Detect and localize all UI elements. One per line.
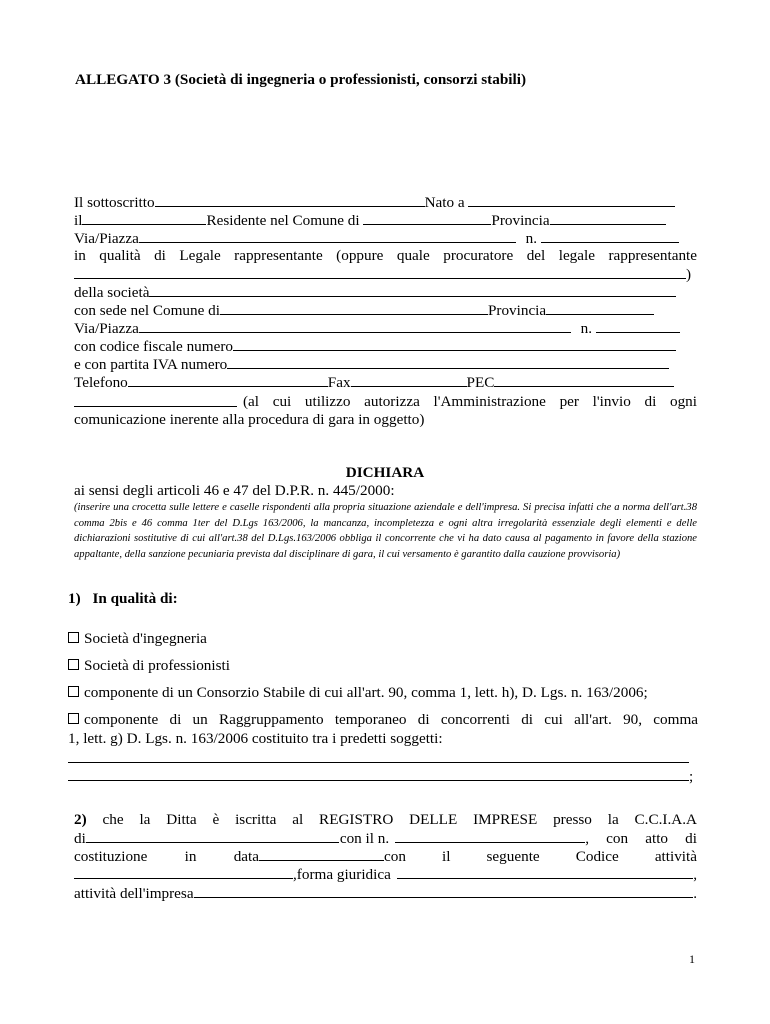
- checkbox-icon[interactable]: [68, 659, 79, 670]
- company-field[interactable]: [149, 283, 676, 297]
- section2-line2: [74, 829, 697, 848]
- option-professional-company[interactable]: [68, 657, 698, 675]
- phone-field[interactable]: [128, 373, 328, 387]
- company-label: della società: [74, 284, 150, 301]
- document-title: ALLEGATO 3 (Società di ingegneria o professionisti, consorzi stabili): [75, 71, 526, 88]
- hq-street-field[interactable]: [139, 319, 571, 333]
- pec-label: PEC: [466, 374, 495, 391]
- fax-field[interactable]: [351, 373, 467, 387]
- section2-line3: [74, 847, 697, 866]
- legal-form-field[interactable]: [397, 865, 693, 879]
- birthdate-field[interactable]: [82, 211, 206, 225]
- hq-province-label: Provincia: [487, 302, 547, 319]
- proxy-field[interactable]: [74, 265, 686, 279]
- checkbox-icon[interactable]: [68, 686, 79, 697]
- page-number: 1: [689, 952, 695, 966]
- residence-street-field[interactable]: [139, 229, 516, 243]
- fax-label: Fax: [327, 374, 351, 391]
- with-deed-label: , con atto di: [585, 830, 697, 847]
- section1-title: In qualità di:: [92, 590, 178, 607]
- grouping-members-field-2[interactable]: [68, 780, 689, 781]
- vat-field[interactable]: [227, 355, 669, 369]
- line-proxy: [74, 265, 697, 284]
- legal-form-label: ,forma giuridica: [293, 866, 391, 883]
- tax-code-label: con codice fiscale numero: [74, 338, 233, 355]
- checkbox-icon[interactable]: [68, 632, 79, 643]
- option-stable-consortium[interactable]: [68, 684, 698, 702]
- born-at-label: Nato a: [424, 194, 465, 211]
- hq-street-label: Via/Piazza: [74, 320, 139, 337]
- line-birthdate-residence: [74, 211, 697, 230]
- line-tax-code: [74, 337, 697, 356]
- line-hq-street: [74, 319, 697, 338]
- street-label: Via/Piazza: [74, 230, 139, 247]
- hq-number-field[interactable]: [596, 319, 680, 333]
- option-label: componente di un Consorzio Stabile di cui all'art. 90, comma 1, lett. h), D. Lgs. n. 163/2006;: [84, 684, 648, 701]
- option-label: componente di un Raggruppamento temporaneo di concorrenti di cui all'art. 90, comma: [84, 711, 698, 728]
- birthplace-field[interactable]: [468, 193, 675, 207]
- line-undersigned: [74, 193, 697, 212]
- activity-code-field[interactable]: [74, 865, 293, 879]
- section2-line1: [74, 811, 697, 829]
- option-temporary-grouping-line2: 1, lett. g) D. Lgs. n. 163/2006 costituito tra i predetti soggetti:: [68, 730, 443, 747]
- on-label: il: [74, 212, 83, 229]
- incorporation-label: costituzione in data: [74, 848, 259, 865]
- option-engineering-company[interactable]: [68, 630, 698, 648]
- undersigned-label: Il sottoscritto: [74, 194, 155, 211]
- option-label: Società d'ingegneria: [84, 630, 207, 647]
- pec-usage-text: (al cui utilizzo autorizza l'Amministrazione per l'invio di ogni: [243, 393, 697, 410]
- hq-label: con sede nel Comune di: [74, 302, 220, 319]
- chamber-of-label: di: [74, 830, 86, 847]
- option-label: Società di professionisti: [84, 657, 230, 674]
- number-label: n.: [525, 230, 538, 247]
- declaration-heading: DICHIARA: [345, 464, 425, 481]
- section2-line5: [74, 884, 697, 903]
- activity-label: attività dell'impresa: [74, 885, 194, 902]
- line-contacts: [74, 373, 697, 392]
- pec-address-field[interactable]: [74, 393, 237, 407]
- grouping-members-field-1[interactable]: [68, 762, 689, 763]
- hq-city-field[interactable]: [220, 301, 488, 315]
- residence-number-field[interactable]: [541, 229, 679, 243]
- capacity-line: in qualità di Legale rappresentante (oppure quale procuratore del legale rappresentante: [74, 247, 697, 264]
- residence-province-field[interactable]: [550, 211, 666, 225]
- activity-field[interactable]: [194, 884, 694, 898]
- capacity-close: ): [686, 266, 692, 283]
- section1-number: 1): [68, 590, 81, 607]
- resident-label: Residente nel Comune di: [206, 212, 360, 229]
- section2-line4: [74, 865, 697, 884]
- section1-heading: [68, 590, 698, 608]
- line-hq: [74, 301, 697, 320]
- with-number-label: con il n.: [339, 830, 390, 847]
- declaration-subheading: ai sensi degli articoli 46 e 47 del D.P.R. n. 445/2000:: [74, 482, 395, 499]
- line-street: [74, 229, 697, 248]
- section2-number: 2): [74, 811, 87, 828]
- tax-code-field[interactable]: [233, 337, 676, 351]
- vat-label: e con partita IVA numero: [74, 356, 228, 373]
- option-temporary-grouping[interactable]: [68, 711, 698, 729]
- activity-code-label: con il seguente Codice attività: [384, 848, 697, 865]
- registration-number-field[interactable]: [395, 829, 585, 843]
- declaration-note: (inserire una crocetta sulle lettere e caselle rispondenti alla propria situazione aziendale e dell'impresa. Si precisa infatti che a norma dell'art.38 comma 2bis e 46 comma 1ter del D.Lgs 163/2006, la mancanza, incompletezza e ogni altra irregolarità essenziale degli elementi e delle dichiarazioni sostitutive di cui all'art.38 del D.Lgs.163/2006 obbliga il concorrente che vi ha dato causa al pagamento in favore della stazione appaltante, della sanzione pecuniaria prevista dal disciplinare di gara, il cui versamento è garantito dalla cauzione provvisoria): [74, 502, 697, 560]
- checkbox-icon[interactable]: [68, 713, 79, 724]
- grouping-end-mark: ;: [689, 768, 694, 785]
- chamber-city-field[interactable]: [86, 829, 339, 843]
- line-pec-usage: [74, 393, 697, 411]
- residence-city-field[interactable]: [363, 211, 491, 225]
- line-vat: [74, 355, 697, 374]
- undersigned-field[interactable]: [155, 193, 425, 207]
- pec-usage-text-2: comunicazione inerente alla procedura di gara in oggetto): [74, 411, 425, 428]
- phone-label: Telefono: [74, 374, 128, 391]
- legal-form-comma: ,: [693, 866, 697, 883]
- line-company: [74, 283, 697, 302]
- pec-field[interactable]: [494, 373, 674, 387]
- section2-text: che la Ditta è iscritta al REGISTRO DELLE IMPRESE presso la C.C.I.A.A: [102, 811, 697, 828]
- hq-number-label: n.: [580, 320, 593, 337]
- province-label: Provincia: [491, 212, 550, 229]
- activity-period: .: [693, 885, 697, 902]
- incorporation-date-field[interactable]: [259, 847, 384, 861]
- hq-province-field[interactable]: [546, 301, 654, 315]
